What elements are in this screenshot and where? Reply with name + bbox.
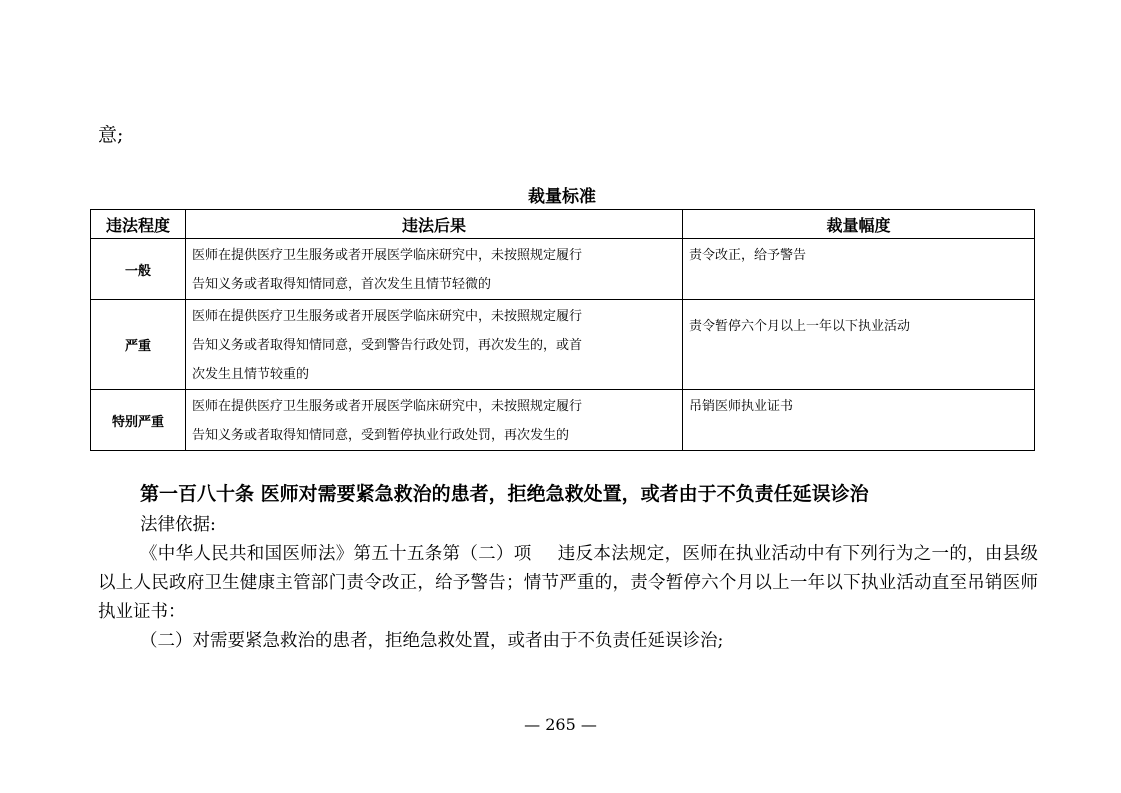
row-degree: 特别严重 [91,390,186,451]
table-row [91,239,1035,300]
discretion-standard-table [90,209,1035,451]
row-penalty: 吊销医师执业证书 [683,390,1035,451]
consequence-line: 告知义务或者取得知情同意，首次发生且情节轻微的 [192,277,492,292]
row-penalty: 责令暂停六个月以上一年以下执业活动 [683,300,1035,390]
consequence-line: 医师在提供医疗卫生服务或者开展医学临床研究中，未按照规定履行 [192,399,583,414]
table-title: 裁量标准 [528,187,596,207]
consequence-line: 次发生且情节较重的 [192,367,310,382]
row-consequence [186,300,683,390]
continuation-text: 意; [98,124,124,146]
table-row [91,390,1035,451]
consequence-line: 告知义务或者取得知情同意，受到警告行政处罚，再次发生的，或首 [192,338,583,353]
basis-reference: 《中华人民共和国医师法》第五十五条第（二）项 [140,544,532,564]
consequence-line: 告知义务或者取得知情同意，受到暂停执业行政处罚，再次发生的 [192,428,570,443]
header-penalty: 裁量幅度 [683,210,1035,239]
header-consequence: 违法后果 [186,210,683,239]
legal-basis-paragraph [98,540,1038,627]
article-title: 第一百八十条 医师对需要紧急救治的患者，拒绝急救处置，或者由于不负责任延误诊治 [140,483,869,505]
row-consequence [186,390,683,451]
row-degree: 严重 [91,300,186,390]
header-degree: 违法程度 [91,210,186,239]
article-body [98,511,1038,656]
consequence-line: 医师在提供医疗卫生服务或者开展医学临床研究中，未按照规定履行 [192,248,583,263]
table-row [91,300,1035,390]
basis-item: （二）对需要紧急救治的患者，拒绝急救处置，或者由于不负责任延误诊治; [140,631,724,651]
page-number: — 265 — [524,715,597,734]
table-header-row [91,210,1035,239]
legal-basis-label: 法律依据: [140,515,216,535]
basis-text: 违反本法规定，医师在执业活动中有下列行为之一的，由县级以上人民政府卫生健康主管部门责令改正，给予警告；情节严重的，责令暂停六个月以上一年以下执业活动直至吊销医师执业证书： [98,544,1039,622]
row-consequence [186,239,683,300]
row-penalty: 责令改正，给予警告 [683,239,1035,300]
row-degree: 一般 [91,239,186,300]
consequence-line: 医师在提供医疗卫生服务或者开展医学临床研究中，未按照规定履行 [192,309,583,324]
